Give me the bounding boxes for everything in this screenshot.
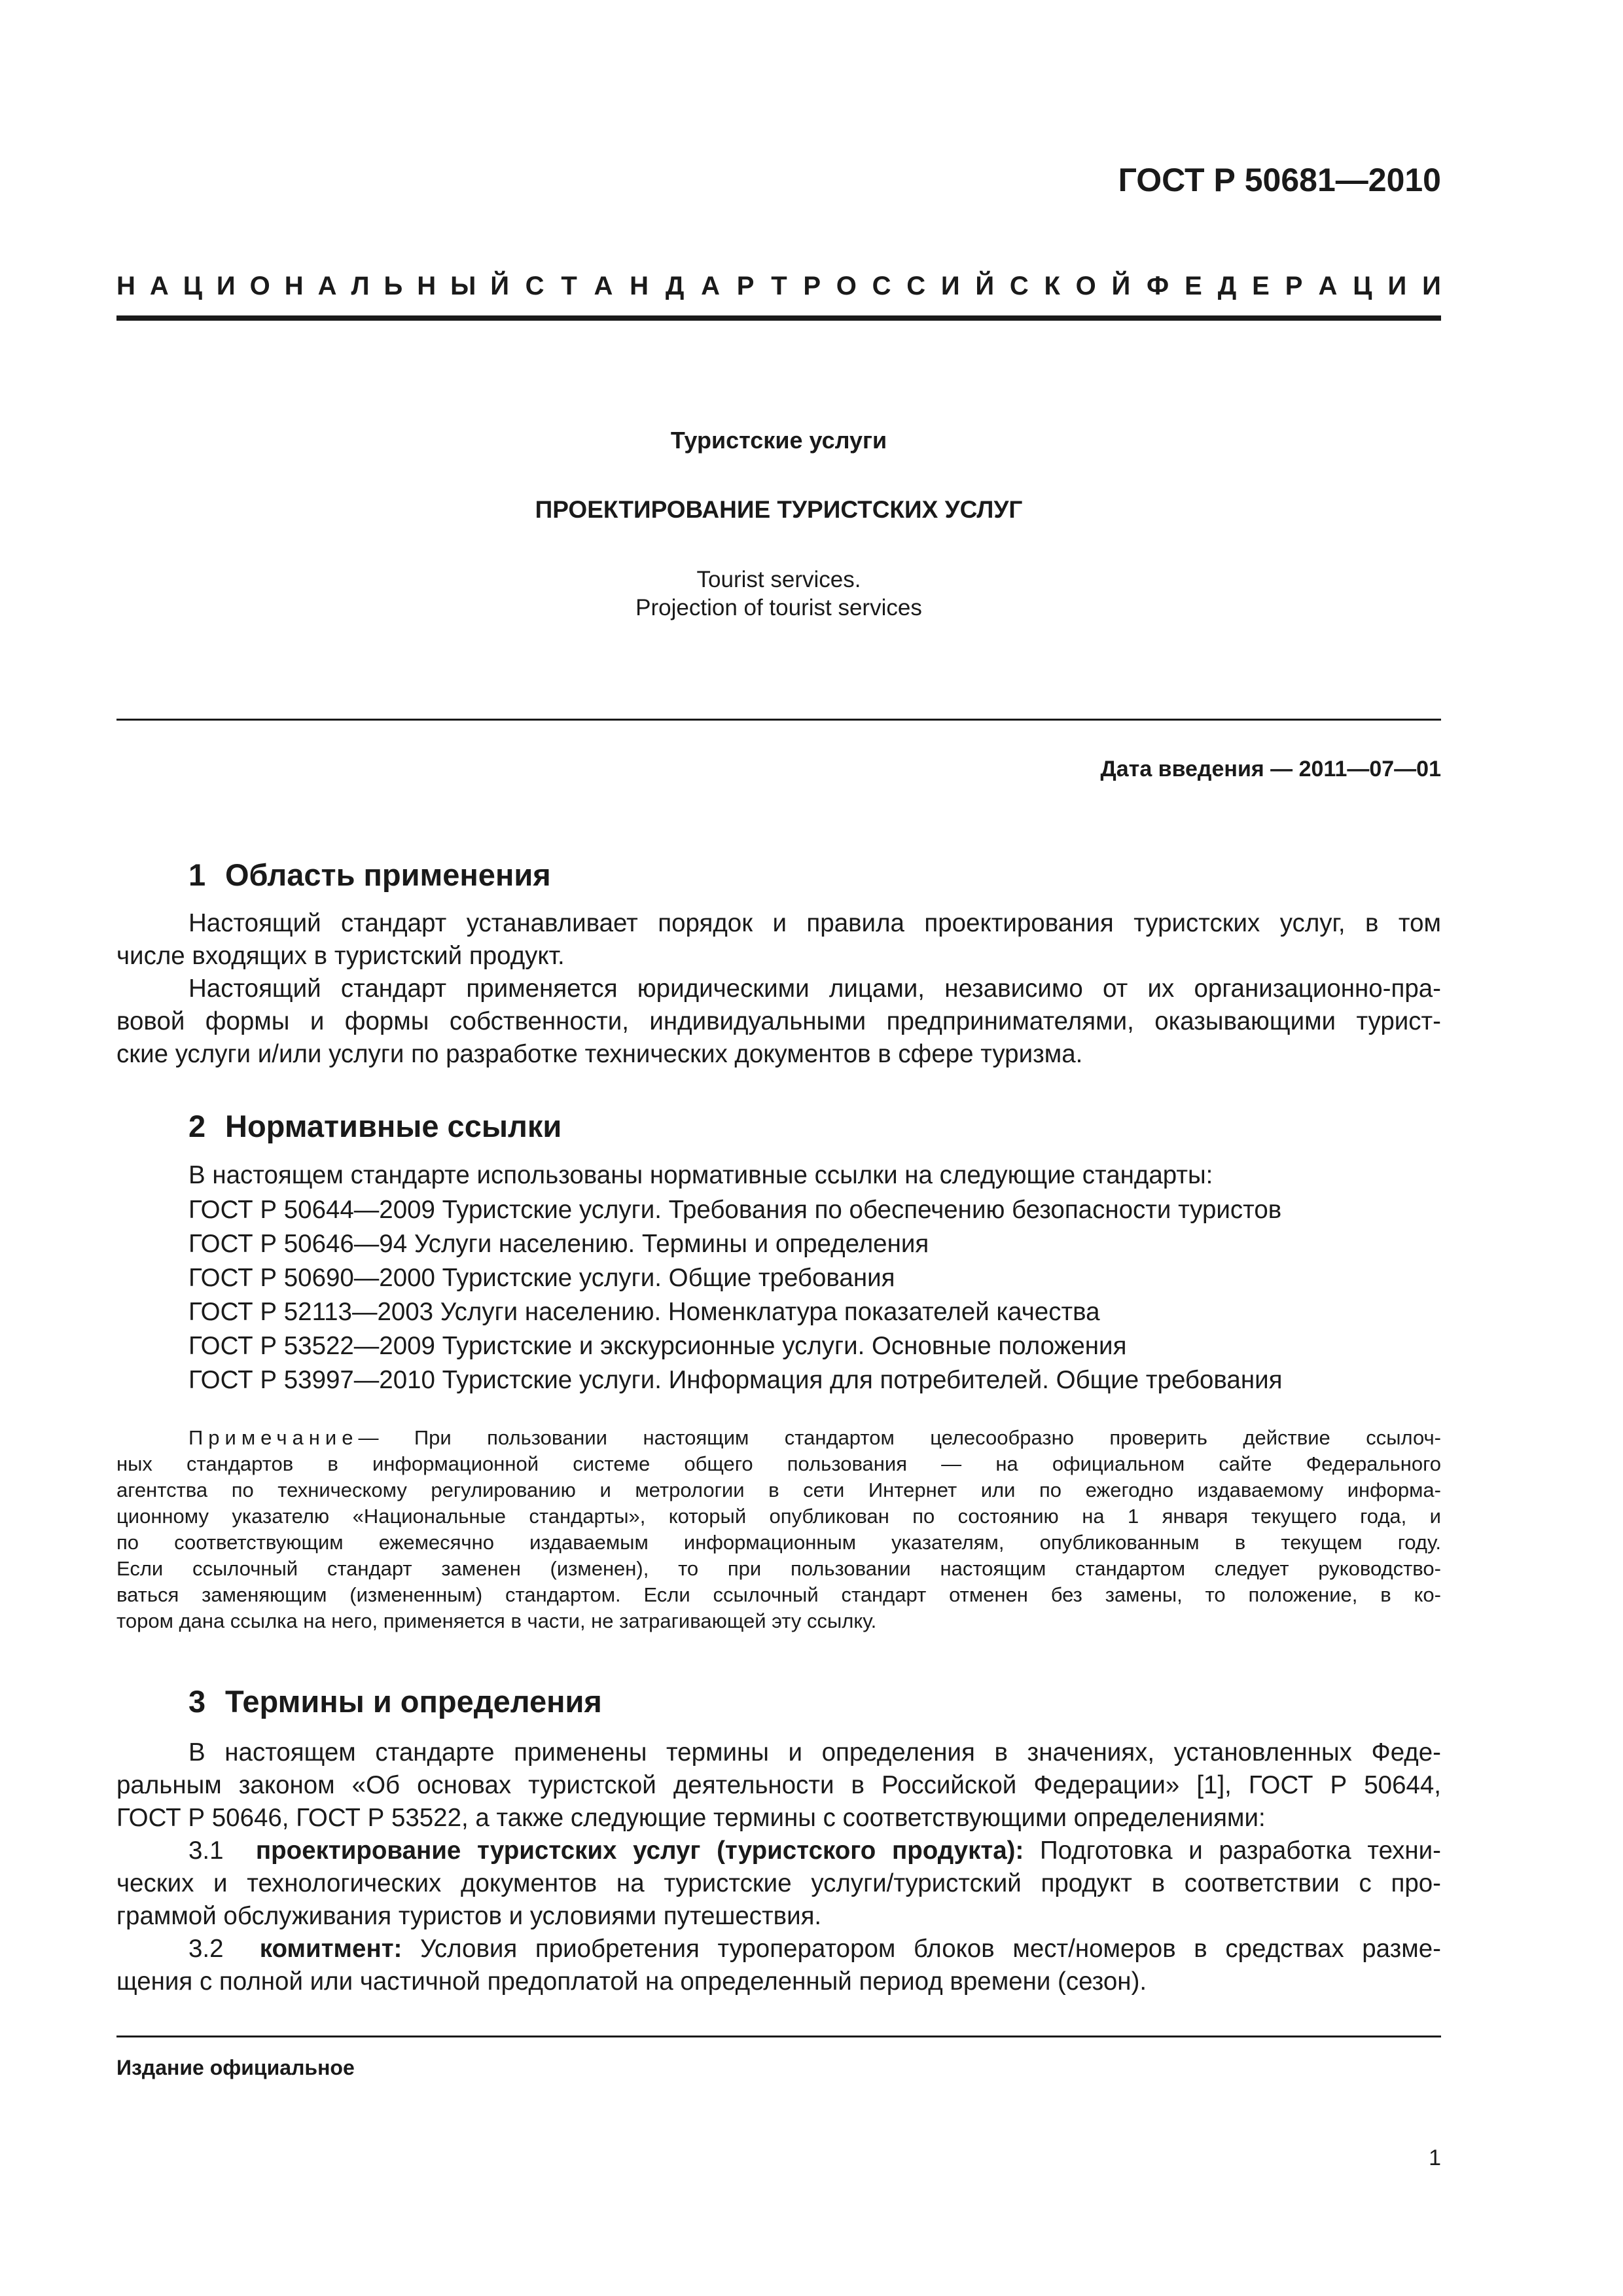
- banner-letter: И: [940, 272, 960, 300]
- text-line: ские услуги и/или услуги по разработке технических документов в сфере туризма.: [116, 1040, 1083, 1068]
- text-line: граммой обслуживания туристов и условиями путешествия.: [116, 1902, 822, 1930]
- banner-letter: Й: [490, 272, 509, 300]
- banner-letter: А: [149, 272, 169, 300]
- banner-letter: Ы: [450, 272, 476, 300]
- banner-letter: И: [1422, 272, 1441, 300]
- banner-letter: Е: [1185, 272, 1202, 300]
- banner-letter: А: [1318, 272, 1338, 300]
- text-line: ральным законом «Об основах туристской деятельности в Российской Федерации» [1], ГОСТ Р 50644,: [116, 1771, 1441, 1799]
- term-name: комитмент:: [259, 1935, 402, 1963]
- note-line: ных стандартов в информационной системе общего пользования — на официальном сайте Федерального: [116, 1452, 1441, 1475]
- banner-letter: С: [872, 272, 891, 300]
- note-line: тором дана ссылка на него, применяется в части, не затрагивающей эту ссылку.: [116, 1609, 877, 1632]
- title-english: [0, 565, 1558, 622]
- note-line: [116, 1425, 1441, 1451]
- edition-label: Издание официальное: [116, 2056, 355, 2079]
- text-line: ческих и технологических документов на туристские услуги/туристский продукт в соответствии с про-: [116, 1869, 1441, 1897]
- banner-letter: Й: [1111, 272, 1131, 300]
- banner-letter: И: [216, 272, 236, 300]
- page-number: 1: [1429, 2145, 1441, 2170]
- footer-rule: [116, 2036, 1441, 2037]
- section-title: Область применения: [225, 857, 551, 892]
- banner-letter: С: [525, 272, 544, 300]
- banner-letter: Т: [771, 272, 787, 300]
- reference-item: ГОСТ Р 53522—2009 Туристские и экскурсионные услуги. Основные положения: [188, 1332, 1127, 1360]
- note-text: — При пользовании настоящим стандартом целесообразно проверить действие ссылоч-: [358, 1426, 1441, 1449]
- banner-letter: Н: [116, 272, 135, 300]
- banner-letter: С: [906, 272, 926, 300]
- banner-letter: О: [1075, 272, 1096, 300]
- banner-letter: А: [317, 272, 337, 300]
- banner-word: [526, 272, 787, 301]
- section-number: 3: [188, 1684, 206, 1719]
- banner-letter: Й: [975, 272, 995, 300]
- section-title: Нормативные ссылки: [225, 1109, 562, 1143]
- text-line: числе входящих в туристский продукт.: [116, 942, 565, 970]
- section-1-body: [116, 907, 1441, 1071]
- title-main: ПРОЕКТИРОВАНИЕ ТУРИСТСКИХ УСЛУГ: [535, 496, 1023, 523]
- title-group: Туристские услуги: [670, 427, 887, 454]
- term-name: проектирование туристских услуг (туристского продукта):: [255, 1837, 1024, 1865]
- banner-letter: И: [1387, 272, 1407, 300]
- banner-letter: Ц: [183, 272, 202, 300]
- banner-letter: С: [1009, 272, 1029, 300]
- note-line: ционному указателю «Национальные стандарты», который опубликован по состоянию на 1 января текущего года, и: [116, 1505, 1441, 1528]
- introduction-date: Дата введения — 2011—07—01: [1100, 757, 1441, 781]
- section-2-intro: [116, 1159, 1441, 1192]
- section-number: 2: [188, 1109, 206, 1143]
- term-definition: Условия приобретения туроператором блоков мест/номеров в средствах разме-: [420, 1935, 1441, 1963]
- section-1-heading: [188, 857, 551, 893]
- banner-letter: А: [594, 272, 613, 300]
- note-line: агентства по техническому регулированию и метрологии в сети Интернет или по ежегодно издаваемому информа-: [116, 1479, 1441, 1501]
- header-rule: [116, 315, 1441, 321]
- banner-letter: Ц: [1353, 272, 1372, 300]
- banner-word: [116, 272, 509, 301]
- banner-letter: Е: [1252, 272, 1270, 300]
- note-line: Если ссылочный стандарт заменен (изменен), то при пользовании настоящим стандартом следует руководство-: [116, 1557, 1441, 1580]
- banner-word: [1147, 272, 1441, 301]
- text-line: Настоящий стандарт применяется юридическими лицами, независимо от их организационно-пра-: [188, 975, 1441, 1003]
- text-line: ГОСТ Р 50646, ГОСТ Р 53522, а также следующие термины с соответствующими определениями:: [116, 1804, 1266, 1832]
- national-standard-banner: [116, 272, 1441, 301]
- banner-letter: О: [249, 272, 270, 300]
- title-english-line-2: Projection of tourist services: [635, 595, 922, 620]
- banner-letter: Т: [561, 272, 577, 300]
- banner-letter: Ь: [383, 272, 403, 300]
- banner-letter: О: [836, 272, 857, 300]
- term-3-1-line: [116, 1835, 1441, 1867]
- banner-letter: Р: [736, 272, 755, 300]
- banner-letter: Ф: [1146, 272, 1169, 300]
- section-number: 1: [188, 857, 206, 892]
- term-definition: Подготовка и разработка техни-: [1039, 1837, 1441, 1865]
- note-label: Примечание: [188, 1426, 359, 1449]
- text-line: Настоящий стандарт устанавливает порядок и правила проектирования туристских услуг, в том: [188, 909, 1441, 937]
- reference-item: ГОСТ Р 50690—2000 Туристские услуги. Общие требования: [188, 1264, 895, 1292]
- banner-letter: Р: [1285, 272, 1303, 300]
- text-line: В настоящем стандарте использованы нормативные ссылки на следующие стандарты:: [188, 1161, 1213, 1189]
- text-line: В настоящем стандарте применены термины и определения в значениях, установленных Феде-: [188, 1738, 1441, 1767]
- section-title: Термины и определения: [225, 1684, 602, 1719]
- note-line: ваться заменяющим (измененным) стандартом. Если ссылочный стандарт отменен без замены, то положение, в ко-: [116, 1583, 1441, 1606]
- banner-letter: Н: [630, 272, 649, 300]
- reference-item: ГОСТ Р 53997—2010 Туристские услуги. Информация для потребителей. Общие требования: [188, 1366, 1283, 1394]
- banner-letter: К: [1044, 272, 1060, 300]
- text-line: щения с полной или частичной предоплатой на определенный период времени (сезон).: [116, 1967, 1147, 1996]
- banner-letter: Д: [1217, 272, 1237, 300]
- banner-letter: А: [701, 272, 720, 300]
- title-rule: [116, 719, 1441, 721]
- reference-item: ГОСТ Р 50646—94 Услуги населению. Термины и определения: [188, 1230, 929, 1258]
- banner-letter: Д: [665, 272, 685, 300]
- note-block: [116, 1425, 1441, 1634]
- section-3-body: [116, 1736, 1441, 1998]
- term-number: 3.1: [188, 1837, 224, 1865]
- reference-item: ГОСТ Р 52113—2003 Услуги населению. Номенклатура показателей качества: [188, 1298, 1100, 1326]
- banner-letter: Л: [351, 272, 370, 300]
- standard-code: ГОСТ Р 50681—2010: [1118, 162, 1441, 198]
- title-english-line-1: Tourist services.: [696, 567, 861, 592]
- banner-letter: Н: [284, 272, 304, 300]
- banner-letter: Р: [803, 272, 821, 300]
- banner-letter: Н: [417, 272, 437, 300]
- term-3-2-line: [116, 1933, 1441, 1965]
- note-line: по соответствующим ежемесячно издаваемым информационным указателям, опубликованным в текущем году.: [116, 1531, 1441, 1554]
- section-2-heading: [188, 1108, 562, 1144]
- reference-item: ГОСТ Р 50644—2009 Туристские услуги. Требования по обеспечению безопасности туристов: [188, 1196, 1282, 1224]
- text-line: вовой формы и формы собственности, индивидуальными предпринимателями, оказывающими турист-: [116, 1007, 1441, 1035]
- term-number: 3.2: [188, 1935, 224, 1963]
- section-3-heading: [188, 1683, 602, 1719]
- banner-word: [803, 272, 1130, 301]
- reference-list: [188, 1193, 1282, 1397]
